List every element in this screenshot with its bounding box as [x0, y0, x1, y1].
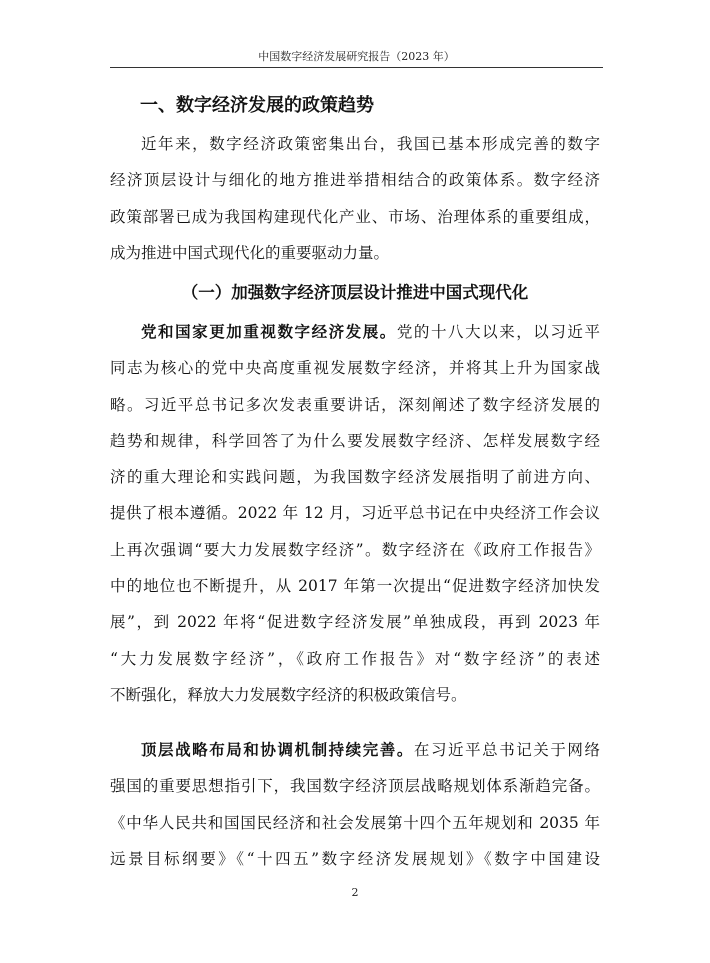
- text-line: 经济顶层设计与细化的地方推进举措相结合的政策体系。数字经济: [110, 171, 600, 190]
- text-line: 《中华人民共和国国民经济和社会发展第十四个五年规划和 2035 年: [110, 813, 600, 832]
- paragraph-lead: 党和国家更加重视数字经济发展。: [141, 323, 397, 341]
- text-line: 强国的重要思想指引下，我国数字经济顶层战略规划体系渐趋完备。: [110, 777, 600, 796]
- text-line: 成为推进中国式现代化的重要驱动力量。: [110, 243, 390, 262]
- text-run: 在习近平总书记关于网络: [413, 741, 600, 759]
- text-line: 略。习近平总书记多次发表重要讲话，深刻阐述了数字经济发展的: [110, 395, 600, 414]
- text-line: 趋势和规律，科学回答了为什么要发展数字经济、怎样发展数字经: [110, 431, 600, 450]
- text-line: “大力发展数字经济”，《政府工作报告》对“数字经济”的表述: [110, 649, 600, 668]
- running-header: 中国数字经济发展研究报告（2023 年）: [258, 50, 455, 63]
- text-line: 远景目标纲要》《“十四五”数字经济发展规划》《数字中国建设: [110, 849, 600, 868]
- text-line: 不断强化，释放大力发展数字经济的积极政策信号。: [110, 685, 467, 704]
- text-line: 济的重大理论和实践问题，为我国数字经济发展指明了前进方向、: [110, 468, 600, 487]
- paragraph-policy-importance: [110, 314, 600, 713]
- paragraph-lead: 顶层战略布局和协调机制持续完善。: [141, 741, 414, 759]
- text-line: 同志为核心的党中央高度重视发展数字经济，并将其上升为国家战: [110, 359, 600, 378]
- header-rule: [110, 67, 603, 68]
- text-line: [110, 314, 600, 350]
- text-line: 提供了根本遵循。2022 年 12 月，习近平总书记在中央经济工作会议: [110, 504, 600, 523]
- text-line: 政策部署已成为我国构建现代化产业、市场、治理体系的重要组成，: [110, 207, 600, 226]
- page-number: 2: [351, 886, 359, 899]
- text-line: [110, 732, 600, 768]
- intro-paragraph: [110, 126, 600, 271]
- subsection-heading: （一）加强数字经济顶层设计推进中国式现代化: [181, 283, 529, 302]
- text-line: 中的地位也不断提升，从 2017 年第一次提出“促进数字经济加快发: [110, 577, 600, 596]
- paragraph-strategy: [110, 732, 600, 877]
- text-run: 党的十八大以来，以习近平: [396, 323, 600, 341]
- text-line: 近年来，数字经济政策密集出台，我国已基本形成完善的数字: [141, 135, 600, 153]
- text-line: 上再次强调“要大力发展数字经济”。数字经济在《政府工作报告》: [110, 540, 600, 559]
- text-line: 展”，到 2022 年将“促进数字经济发展”单独成段，再到 2023 年: [110, 613, 600, 632]
- section-heading: 一、数字经济发展的政策趋势: [140, 95, 374, 116]
